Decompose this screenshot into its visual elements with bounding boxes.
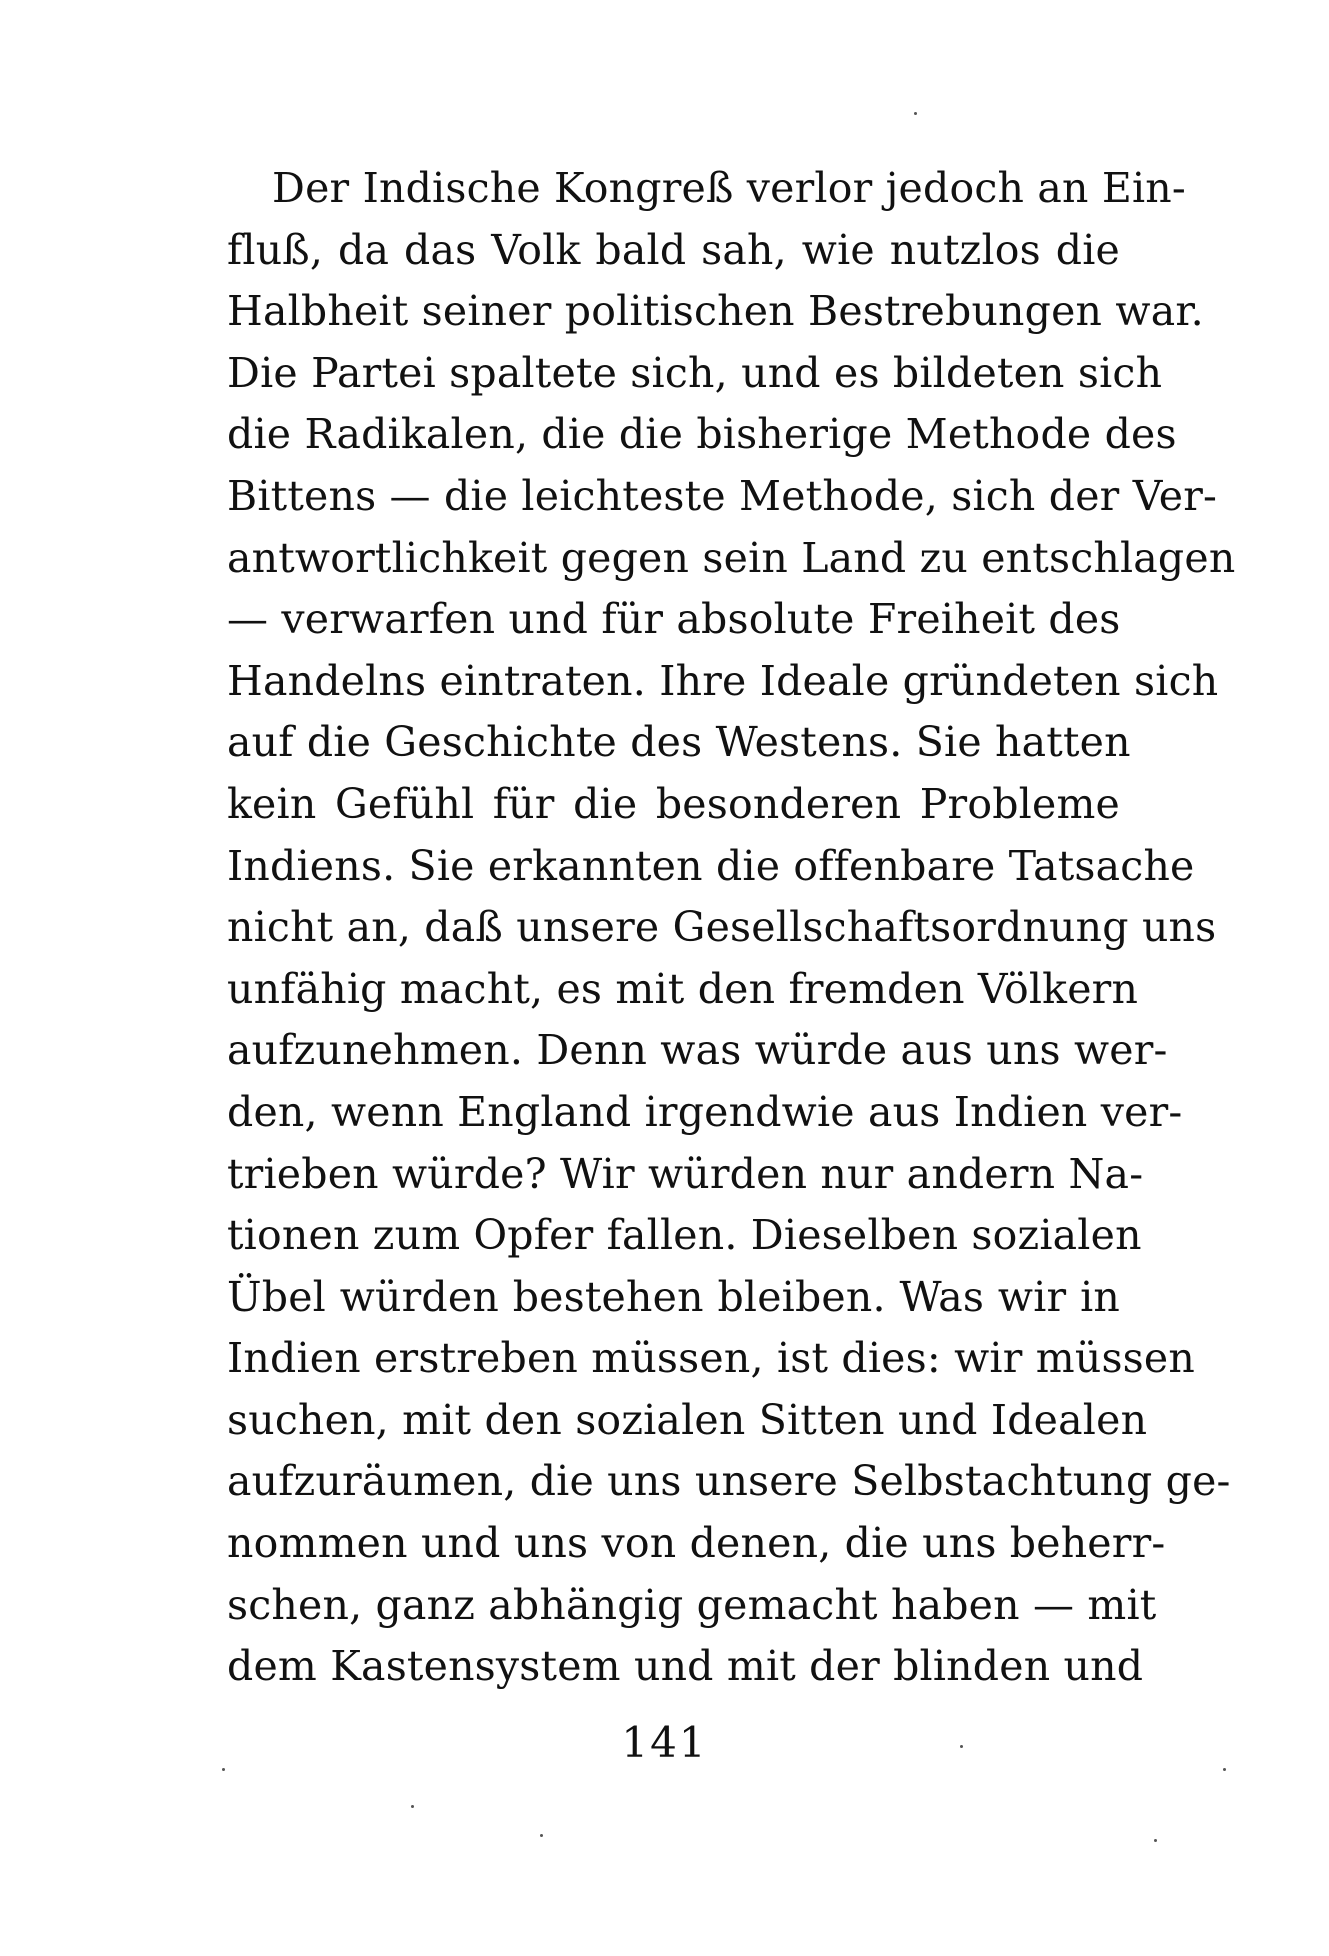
scan-speck [1154, 1839, 1157, 1842]
text-line: unfähig macht, es mit den fremden Völkern [227, 964, 1139, 1013]
text-line: Indien erstreben müssen, ist dies: wir müssen [227, 1334, 1195, 1383]
text-line: Halbheit seiner politischen Bestrebungen war. [227, 287, 1204, 336]
text-line: nicht an, daß unsere Gesellschaftsordnung uns [227, 903, 1217, 952]
scan-speck [540, 1834, 543, 1837]
text-line: dem Kastensystem und mit der blinden und [227, 1642, 1144, 1691]
text-line: kein Gefühl für die besonderen Probleme [227, 779, 1120, 828]
scan-speck [914, 112, 917, 115]
text-line: Handelns eintraten. Ihre Ideale gründeten sich [227, 656, 1219, 705]
text-line: fluß, da das Volk bald sah, wie nutzlos die [227, 225, 1120, 274]
text-line: die Radikalen, die die bisherige Methode des [227, 410, 1177, 459]
text-line: Die Partei spaltete sich, und es bildeten sich [227, 348, 1163, 397]
text-line: nommen und uns von denen, die uns beherr- [227, 1519, 1166, 1568]
scan-speck [1223, 1768, 1226, 1771]
text-line: Bittens — die leichteste Methode, sich der Ver- [227, 471, 1218, 520]
text-line: Indiens. Sie erkannten die offenbare Tatsache [227, 841, 1195, 890]
text-line: den, wenn England irgendwie aus Indien ver- [227, 1087, 1183, 1136]
page-number: 141 [621, 1718, 708, 1767]
text-line: aufzunehmen. Denn was würde aus uns wer- [227, 1026, 1168, 1075]
text-line: tionen zum Opfer fallen. Dieselben sozialen [227, 1211, 1142, 1260]
text-line: aufzuräumen, die uns unsere Selbstachtung ge- [227, 1457, 1231, 1506]
text-line: Übel würden bestehen bleiben. Was wir in [227, 1272, 1120, 1321]
text-line: — verwarfen und für absolute Freiheit des [227, 595, 1121, 644]
text-line: suchen, mit den sozialen Sitten und Idealen [227, 1395, 1148, 1444]
text-line: auf die Geschichte des Westens. Sie hatten [227, 718, 1131, 767]
body-text [227, 158, 1236, 1698]
scan-speck [222, 1768, 225, 1771]
scan-speck [960, 1745, 963, 1748]
text-line: Der Indische Kongreß verlor jedoch an Ein- [272, 164, 1186, 212]
text-line: trieben würde? Wir würden nur andern Na- [227, 1149, 1144, 1198]
text-line: antwortlichkeit gegen sein Land zu entschlagen [227, 533, 1236, 582]
scan-speck [411, 1805, 414, 1808]
text-line: schen, ganz abhängig gemacht haben — mit [227, 1580, 1157, 1629]
